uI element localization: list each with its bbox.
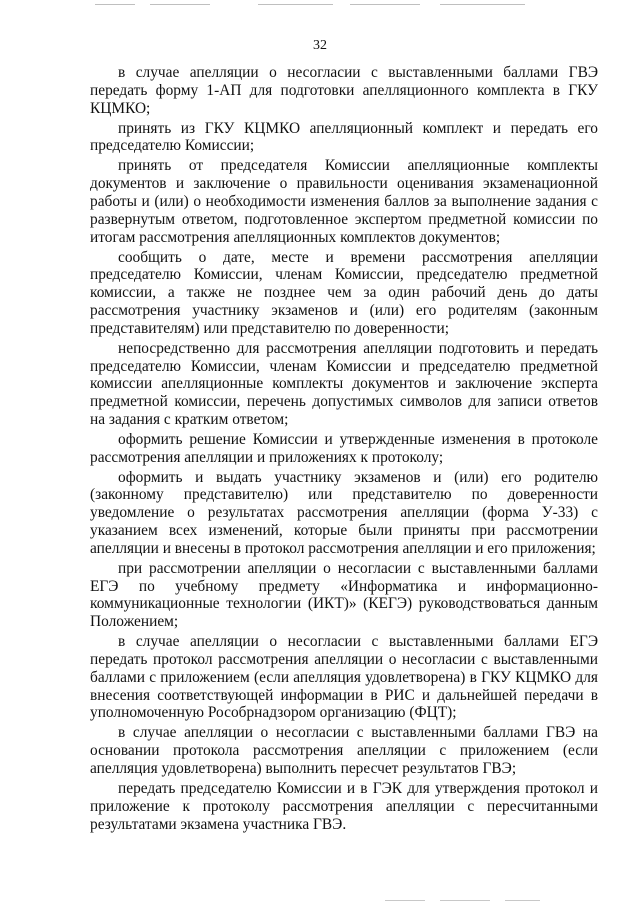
paragraph: непосредственно для рассмотрения апелляции подготовить и передать председателю Комиссии, членам Комиссии и председателю предметной комиссии апелляционные комплекты документов и заключение эксперта предметной комиссии, перечень допустимых символов для записи ответов на задания с кратким ответом; bbox=[90, 339, 598, 428]
scan-artifact-line bbox=[385, 900, 425, 901]
paragraph: принять из ГКУ КЦМКО апелляционный комплект и передать его председателю Комиссии; bbox=[90, 119, 598, 155]
scan-artifact-line bbox=[505, 900, 540, 901]
scan-artifact-line bbox=[440, 900, 490, 901]
paragraph: в случае апелляции о несогласии с выставленными баллами ЕГЭ передать протокол рассмотрения апелляции о несогласии с выставленными баллами с приложением (если апелляция удовлетворена) в ГКУ КЦМКО для внесения соответствующей информации в РИС и дальнейшей передачи в уполномоченную Рособрнадзором организацию (ФЦТ); bbox=[90, 633, 598, 722]
scan-artifact-line bbox=[350, 4, 420, 5]
scan-artifact-line bbox=[258, 4, 333, 5]
paragraph: оформить и выдать участнику экзаменов и (или) его родителю (законному представителю) или представителю по доверенности уведомление о результатах рассмотрения апелляции (форма У-33) с указанием всех изменений, которые были приняты при рассмотрении апелляции и внесены в протокол рассмотрения апелляции и его приложения; bbox=[90, 468, 598, 557]
paragraph: при рассмотрении апелляции о несогласии с выставленными баллами ЕГЭ по учебному предмету «Информатика и информационно-коммуникационные технологии (ИКТ)» (КЕГЭ) руководствоваться данным Положением; bbox=[90, 559, 598, 631]
scan-artifact-line bbox=[95, 4, 135, 5]
paragraph: принять от председателя Комиссии апелляционные комплекты документов и заключение о правильности оценивания экзаменационной работы и (или) о необходимости изменения баллов за выполнение задания с развернутым ответом, подготовленное экспертом предметной комиссии по итогам рассмотрения апелляционных комплектов документов; bbox=[90, 157, 598, 246]
paragraph: оформить решение Комиссии и утвержденные изменения в протоколе рассмотрения апелляции и приложениях к протоколу; bbox=[90, 430, 598, 466]
paragraph: передать председателю Комиссии и в ГЭК для утверждения протокол и приложение к протоколу рассмотрения апелляции с пересчитанными результатами экзамена участника ГВЭ. bbox=[90, 779, 598, 833]
scan-artifact-line bbox=[440, 4, 525, 5]
document-body bbox=[90, 64, 598, 836]
paragraph: в случае апелляции о несогласии с выставленными баллами ГВЭ на основании протокола рассмотрения апелляции с приложением (если апелляция удовлетворена) выполнить пересчет результатов ГВЭ; bbox=[90, 724, 598, 777]
page-number: 32 bbox=[313, 38, 327, 53]
scan-artifact-line bbox=[150, 4, 210, 5]
paragraph: сообщить о дате, месте и времени рассмотрения апелляции председателю Комиссии, членам Комиссии, председателю предметной комиссии, а также не позднее чем за один рабочий день до даты рассмотрения участнику экзаменов и (или) его родителям (законным представителям) или представителю по доверенности; bbox=[90, 248, 598, 337]
paragraph: в случае апелляции о несогласии с выставленными баллами ГВЭ передать форму 1-АП для подготовки апелляционного комплекта в ГКУ КЦМКО; bbox=[90, 64, 598, 117]
